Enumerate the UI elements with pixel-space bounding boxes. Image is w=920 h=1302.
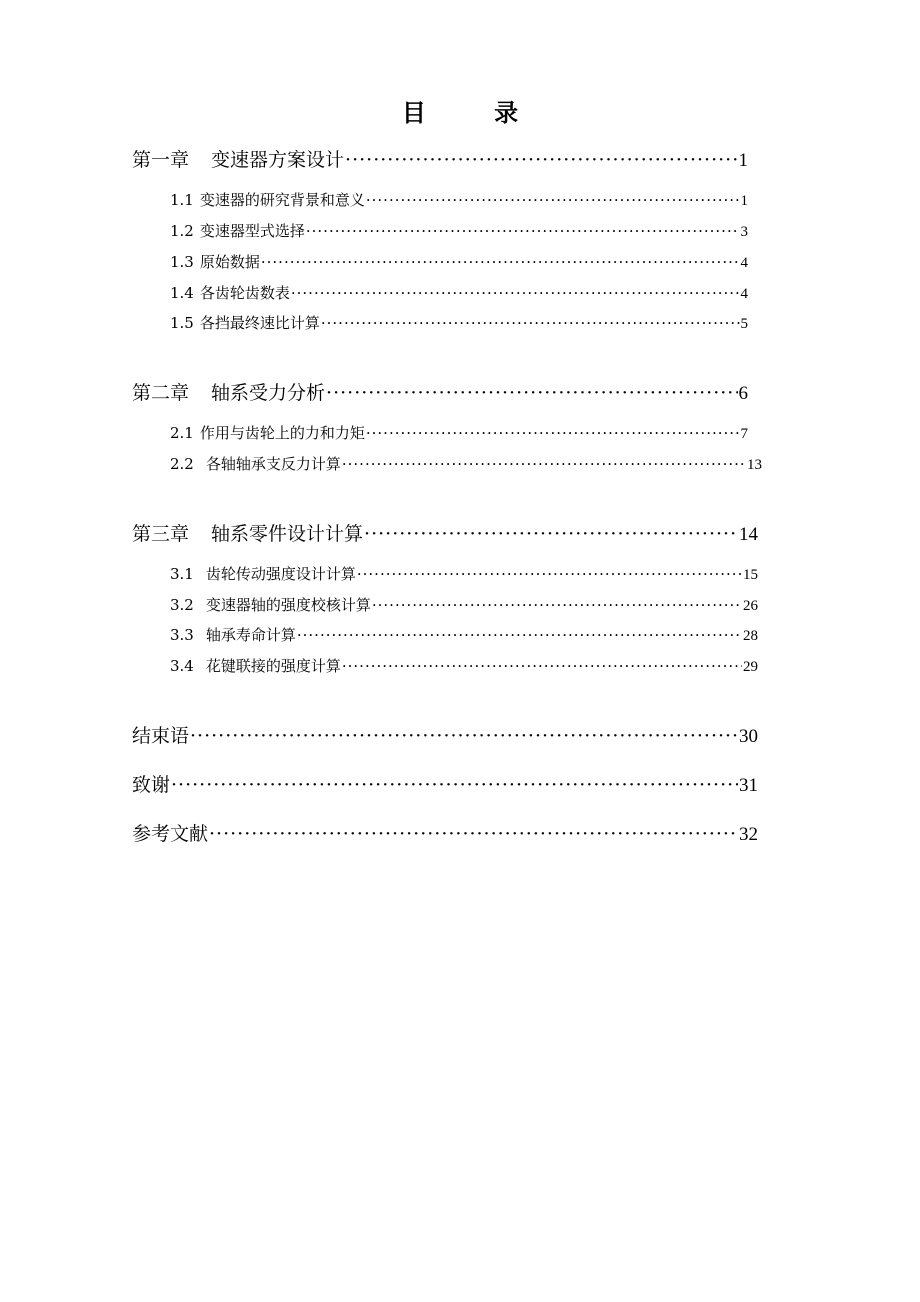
- toc-section-number: 3.2: [170, 596, 194, 614]
- toc-page-number: 30: [739, 726, 758, 747]
- toc-page-number: 5: [740, 316, 748, 332]
- toc-page-number: 7: [740, 426, 748, 442]
- toc-chapter-title: 变速器方案设计: [211, 149, 345, 171]
- toc-section-title: 作用与齿轮上的力和力矩: [199, 424, 365, 442]
- toc-section-label: [170, 312, 320, 334]
- toc-section-label: [170, 655, 341, 677]
- toc-leader: [342, 655, 742, 677]
- toc-leader: [326, 379, 737, 407]
- toc-chapter-1[interactable]: [132, 146, 748, 175]
- toc-page-number: 1: [738, 150, 748, 171]
- toc-page-number: 29: [743, 659, 758, 675]
- toc-section-label: [170, 563, 356, 585]
- toc-section-label: [170, 282, 290, 304]
- toc-section-label: [170, 220, 305, 242]
- toc-backmatter-title: 致谢: [132, 774, 171, 796]
- toc-leader: [261, 251, 740, 273]
- toc-chapter-title: 轴系零件设计计算: [211, 523, 364, 545]
- toc-section-title: 各轴轴承支反力计算: [205, 455, 341, 473]
- toc-leader: [357, 563, 742, 585]
- toc-conclusion[interactable]: [132, 722, 758, 751]
- toc-section-label: [170, 624, 296, 646]
- toc-leader: [171, 771, 738, 799]
- toc-backmatter-title: 结束语: [132, 725, 190, 747]
- toc-section-number: 1.3: [170, 253, 194, 271]
- toc-section-label: [170, 189, 365, 211]
- toc-section-3-3[interactable]: [170, 624, 758, 647]
- toc-section-label: [170, 422, 365, 444]
- toc-section-1-2[interactable]: [170, 220, 748, 243]
- toc-section-2-2[interactable]: [170, 453, 762, 476]
- toc-leader: [364, 520, 738, 548]
- toc-leader: [306, 220, 740, 242]
- toc-leader: [366, 422, 740, 444]
- toc-chapter-title: 轴系受力分析: [211, 382, 326, 404]
- toc-page-number: 4: [740, 286, 748, 302]
- toc-leader: [190, 722, 738, 750]
- toc-section-number: 2.2: [170, 455, 194, 473]
- toc-section-title: 轴承寿命计算: [205, 626, 296, 644]
- toc-section-number: 3.4: [170, 657, 194, 675]
- toc-section-number: 3.1: [170, 565, 194, 583]
- toc-page-number: 4: [740, 255, 748, 271]
- toc-section-number: 1.5: [170, 314, 194, 332]
- toc-chapter-label: [132, 520, 363, 548]
- toc-section-3-1[interactable]: [170, 563, 758, 586]
- toc-section-number: 1.2: [170, 222, 194, 240]
- toc-page-number: 14: [739, 524, 758, 545]
- toc-section-title: 原始数据: [199, 253, 260, 271]
- toc-leader: [366, 189, 740, 211]
- toc-section-title: 各挡最终速比计算: [199, 314, 320, 332]
- toc-leader: [345, 146, 737, 174]
- toc-leader: [321, 312, 740, 334]
- toc-section-1-4[interactable]: [170, 282, 748, 305]
- toc-references[interactable]: [132, 820, 758, 849]
- toc-page-number: 13: [747, 457, 762, 473]
- toc-section-1-3[interactable]: [170, 251, 748, 274]
- toc-section-label: [170, 251, 260, 273]
- toc-section-title: 变速器轴的强度校核计算: [205, 596, 371, 614]
- toc-page-number: 1: [740, 193, 748, 209]
- toc-section-number: 2.1: [170, 424, 194, 442]
- toc-section-2-1[interactable]: [170, 422, 748, 445]
- toc-section-label: [170, 594, 371, 616]
- toc-section-title: 变速器型式选择: [199, 222, 305, 240]
- toc-chapter-number: 第二章: [132, 382, 190, 404]
- toc-chapter-number: 第三章: [132, 523, 190, 545]
- toc-backmatter-title: 参考文献: [132, 823, 209, 845]
- toc-chapter-2[interactable]: [132, 379, 748, 408]
- toc-leader: [297, 624, 742, 646]
- toc-section-number: 1.1: [170, 191, 194, 209]
- toc-section-number: 3.3: [170, 626, 194, 644]
- toc-section-title: 变速器的研究背景和意义: [199, 191, 365, 209]
- toc-chapter-3[interactable]: [132, 520, 758, 549]
- toc-section-3-2[interactable]: [170, 594, 758, 617]
- toc-page-number: 31: [739, 775, 758, 796]
- toc-section-1-5[interactable]: [170, 312, 748, 335]
- toc-section-number: 1.4: [170, 284, 194, 302]
- toc-leader: [209, 820, 738, 848]
- toc-leader: [291, 282, 740, 304]
- toc-section-title: 各齿轮齿数表: [199, 284, 290, 302]
- toc-section-3-4[interactable]: [170, 655, 758, 678]
- toc-acknowledgements[interactable]: [132, 771, 758, 800]
- toc-section-label: [170, 453, 341, 475]
- toc-chapter-label: [132, 379, 325, 407]
- toc-title: 目 录: [401, 99, 549, 127]
- toc-page-number: 6: [738, 383, 748, 404]
- toc-chapter-number: 第一章: [132, 149, 190, 171]
- toc-chapter-label: [132, 146, 344, 174]
- toc-leader: [372, 594, 742, 616]
- toc-page-number: 3: [740, 224, 748, 240]
- toc-page-number: 28: [743, 628, 758, 644]
- toc-section-title: 花键联接的强度计算: [205, 657, 341, 675]
- toc-section-title: 齿轮传动强度设计计算: [205, 565, 356, 583]
- toc-page-number: 15: [743, 567, 758, 583]
- toc-page-number: 32: [739, 824, 758, 845]
- toc-page-number: 26: [743, 598, 758, 614]
- toc-leader: [342, 453, 746, 475]
- toc-section-1-1[interactable]: [170, 189, 748, 212]
